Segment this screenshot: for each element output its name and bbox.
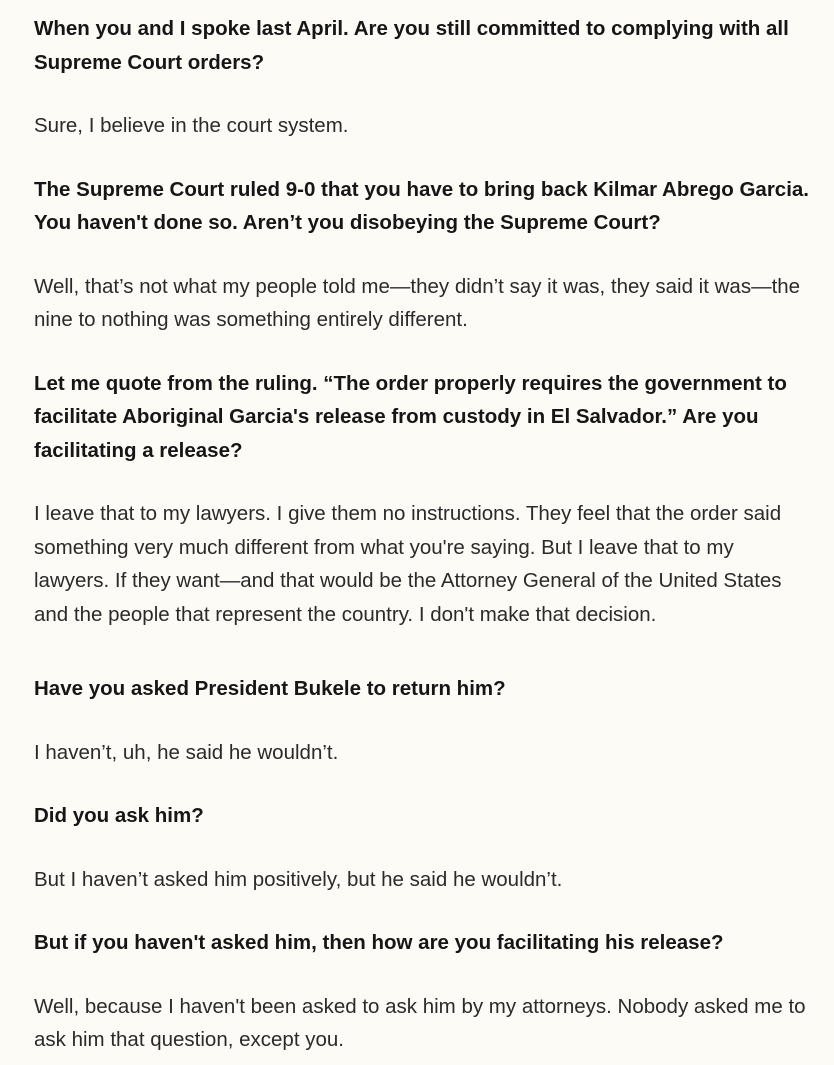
question-2: The Supreme Court ruled 9-0 that you have to bring back Kilmar Abrego Garcia. You haven't done so. Aren’t you disobeying the Supreme Court? [34, 177, 809, 234]
question-6: But if you haven't asked him, then how are you facilitating his release? [34, 931, 724, 954]
question-4: Have you asked President Bukele to return him? [34, 677, 506, 700]
answer-4: I haven’t, uh, he said he wouldn’t. [34, 740, 339, 764]
answer-5: But I haven’t asked him positively, but he said he wouldn’t. [34, 867, 563, 891]
answer-3: I leave that to my lawyers. I give them no instructions. They feel that the order said something very much different from what you're saying. But I leave that to my lawyers. If they want—and that would be the Attorney General of the United States and the people that represent the country. I don't make that decision. [34, 502, 782, 626]
answer-2: Well, that’s not what my people told me—they didn’t say it was, they said it was—the nine to nothing was something entirely different. [34, 274, 801, 331]
question-1: When you and I spoke last April. Are you still committed to complying with all Supreme Court orders? [34, 17, 789, 74]
answer-6: Well, because I haven't been asked to ask him by my attorneys. Nobody asked me to ask him that question, except you. [34, 994, 806, 1051]
question-5: Did you ask him? [34, 804, 204, 827]
question-3: Let me quote from the ruling. “The order properly requires the government to facilitate Aboriginal Garcia's release from custody in El Salvador.” Are you facilitating a release? [34, 371, 787, 462]
answer-1: Sure, I believe in the court system. [34, 114, 349, 137]
